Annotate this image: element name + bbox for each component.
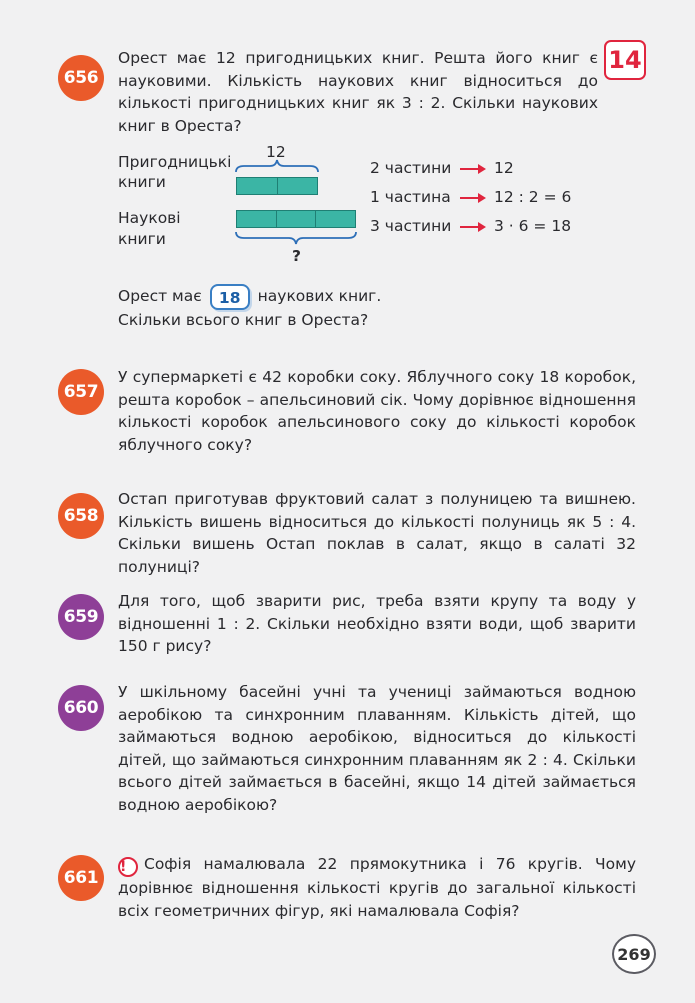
row1-arrow-icon: [460, 168, 484, 170]
page-number: 269: [612, 934, 656, 974]
problem-text-660: У шкільному басейні учні та учениці займаються водною аеробікою та синхронним плаванням. Кількість дітей, що займаються водною аеробікою, відноситься до кількості дітей, що займаються синхронним плаванням як 2 : 4. Скільки всього дітей займається в басейні, якщо 14 дітей займається водною аеробікою?: [118, 683, 636, 814]
problem-number-659: 659: [58, 594, 104, 640]
problem-text-657: У супермаркеті є 42 коробки соку. Яблучного соку 18 коробок, решта коробок – апельсиновий сік. Чому дорівнює відношення кількості коробок апельсинового соку до кількості коробок яблучного соку?: [118, 368, 636, 454]
row2-arrow-icon: [460, 197, 484, 199]
problem-number-660: 660: [58, 685, 104, 731]
bottom-value-label: ?: [292, 247, 301, 265]
bar-part: [316, 211, 355, 227]
row1-parts: 2 частини: [370, 159, 452, 177]
answer-question: Скільки всього книг в Ореста?: [118, 311, 369, 329]
problem-text-656: Орест має 12 пригодницьких книг. Решта його книг є науковими. Кількість наукових книг відноситься до кількості пригодницьких книг як 3 : 2. Скільки наукових книг в Ореста?: [118, 49, 598, 135]
top-brace: [234, 158, 320, 174]
top-value-label: 12: [266, 143, 286, 161]
warning-icon: !: [118, 857, 138, 877]
problem-text-659: Для того, щоб зварити рис, треба взяти крупу та воду у відношенні 1 : 2. Скільки необхідно взяти води, щоб зварити 150 г рису?: [118, 592, 636, 655]
label-science-line1: Наукові: [118, 209, 181, 227]
problem-number-661: 661: [58, 855, 104, 901]
problem-number-657: 657: [58, 369, 104, 415]
row3-parts: 3 частини: [370, 217, 452, 235]
lesson-badge: 14: [604, 40, 646, 80]
row3-value: 3 · 6 = 18: [494, 217, 572, 235]
answer-box[interactable]: 18: [210, 284, 250, 310]
answer-after: наукових книг.: [257, 287, 382, 305]
label-adventure-line1: Пригодницькі: [118, 153, 232, 171]
problem-number-658: 658: [58, 493, 104, 539]
problem-text-661: Софія намалювала 22 прямокутника і 76 кругів. Чому дорівнює відношення кількості кругів до загальної кількості всіх геометричних фігур, які намалювала Софія?: [118, 855, 636, 920]
bottom-brace: [234, 230, 358, 246]
problem-text-661-wrap: [118, 853, 636, 922]
bar-part: [237, 178, 278, 194]
bar-part: [277, 211, 317, 227]
science-bar: [236, 210, 356, 228]
problem-number-656: 656: [58, 55, 104, 101]
label-science-line2: книги: [118, 230, 166, 248]
label-adventure-line2: книги: [118, 173, 166, 191]
adventure-bar: [236, 177, 318, 195]
answer-line: [118, 283, 381, 310]
answer-before: Орест має: [118, 287, 202, 305]
bar-part: [237, 211, 277, 227]
row3-arrow-icon: [460, 226, 484, 228]
row2-value: 12 : 2 = 6: [494, 188, 572, 206]
problem-text-658: Остап приготував фруктовий салат з полуницею та вишнею. Кількість вишень відноситься до кількості полуниць як 5 : 4. Скільки вишень Остап поклав в салат, якщо в салаті 32 полуниці?: [118, 490, 636, 576]
row2-parts: 1 частина: [370, 188, 451, 206]
row1-value: 12: [494, 159, 514, 177]
bar-part: [278, 178, 318, 194]
